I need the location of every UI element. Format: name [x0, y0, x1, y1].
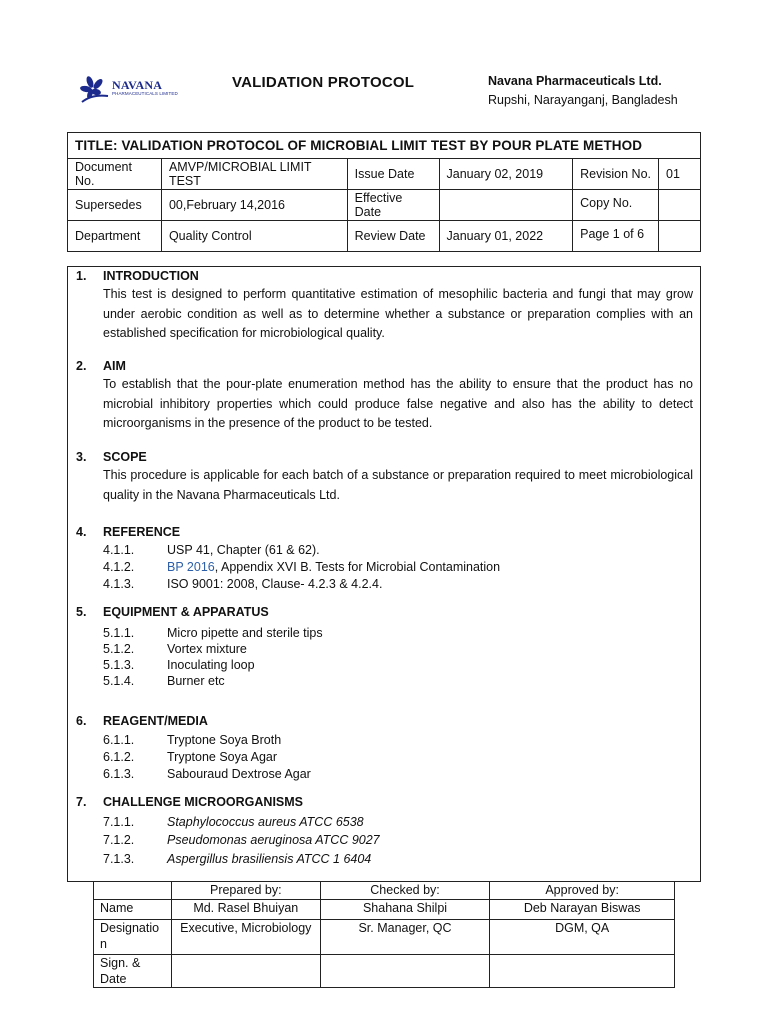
effective-date-value [439, 190, 573, 221]
section-heading-introduction: INTRODUCTION [103, 269, 199, 283]
item-text: Micro pipette and sterile tips [167, 626, 323, 640]
section-heading-equipment: EQUIPMENT & APPARATUS [103, 605, 269, 619]
approved-designation: DGM, QA [490, 920, 675, 955]
review-date-label: Review Date [347, 221, 439, 252]
copy-no-value [659, 190, 701, 221]
section-number: 1. [76, 269, 87, 283]
prepared-designation: Executive, Microbiology [171, 920, 320, 955]
item-number: 4.1.2. [103, 560, 135, 574]
item-number: 7.1.2. [103, 833, 135, 847]
item-number: 4.1.1. [103, 543, 135, 557]
protocol-content [67, 266, 701, 882]
page-number: Page 1 of 6 [573, 221, 659, 252]
signoff-corner [94, 882, 172, 900]
company-name: Navana Pharmaceuticals Ltd. [488, 74, 662, 88]
item-text: Tryptone Soya Broth [167, 733, 282, 747]
list-item [103, 749, 277, 766]
revision-no-value: 01 [659, 159, 701, 190]
section-number: 6. [76, 714, 87, 728]
issue-date-value: January 02, 2019 [439, 159, 573, 190]
copy-no-label: Copy No. [573, 190, 659, 221]
item-number: 6.1.2. [103, 750, 135, 764]
prepared-by-label: Prepared by: [171, 882, 320, 900]
checked-designation: Sr. Manager, QC [320, 920, 490, 955]
item-text: Staphylococcus aureus ATCC 6538 [167, 815, 364, 829]
list-item [103, 673, 225, 690]
list-item [103, 625, 323, 642]
item-number: 5.1.2. [103, 642, 135, 656]
list-item [103, 732, 281, 749]
section-text-scope: This procedure is applicable for each batch of a substance or preparation required to meet microbiological quality in the Navana Pharmaceuticals Ltd. [103, 468, 693, 502]
list-item [103, 559, 500, 576]
item-number: 6.1.3. [103, 767, 135, 781]
section-heading-reference: REFERENCE [103, 525, 181, 539]
approved-sign-cell[interactable] [490, 955, 675, 988]
prepared-name: Md. Rasel Bhuiyan [171, 900, 320, 920]
department-value: Quality Control [161, 221, 347, 252]
list-item [103, 766, 311, 783]
item-text: Burner etc [167, 674, 225, 688]
document-heading: VALIDATION PROTOCOL [232, 74, 415, 91]
name-label: Name [94, 900, 172, 920]
effective-date-label: Effective Date [347, 190, 439, 221]
item-number: 5.1.1. [103, 626, 135, 640]
list-item [103, 641, 247, 658]
item-text: USP 41, Chapter (61 & 62). [167, 543, 320, 557]
page-number-blank [659, 221, 701, 252]
flower-icon [78, 74, 112, 104]
company-address: Rupshi, Narayanganj, Bangladesh [488, 93, 678, 107]
item-number: 4.1.3. [103, 577, 135, 591]
section-heading-aim: AIM [103, 359, 126, 373]
issue-date-label: Issue Date [347, 159, 439, 190]
checked-sign-cell[interactable] [320, 955, 490, 988]
document-no-label: Document No. [68, 159, 162, 190]
item-number: 6.1.1. [103, 733, 135, 747]
list-item [103, 657, 255, 674]
item-text: Sabouraud Dextrose Agar [167, 767, 311, 781]
signoff-table [93, 881, 675, 988]
list-item [103, 576, 382, 593]
item-text: Vortex mixture [167, 642, 247, 656]
company-block [488, 72, 678, 110]
company-logo [78, 74, 178, 108]
section-number: 5. [76, 605, 87, 619]
section-heading-reagent: REAGENT/MEDIA [103, 714, 208, 728]
approved-by-label: Approved by: [490, 882, 675, 900]
review-date-value: January 01, 2022 [439, 221, 573, 252]
item-text: ISO 9001: 2008, Clause- 4.2.3 & 4.2.4. [167, 577, 383, 591]
list-item [103, 851, 371, 868]
item-number: 5.1.4. [103, 674, 135, 688]
item-text: Pseudomonas aeruginosa ATCC 9027 [167, 833, 380, 847]
checked-by-label: Checked by: [320, 882, 490, 900]
list-item [103, 832, 380, 849]
section-text-aim: To establish that the pour-plate enumeration method has the ability to ensure that the product has no microbial inhibitory properties which could produce false negative and also has the ability to detect microorganisms in the presence of the product to be tested. [103, 377, 693, 430]
department-label: Department [68, 221, 162, 252]
list-item [103, 814, 364, 831]
designation-label: Designation [94, 920, 172, 955]
supersedes-value: 00,February 14,2016 [161, 190, 347, 221]
item-text: Aspergillus brasiliensis ATCC 1 6404 [167, 852, 372, 866]
list-item [103, 542, 320, 559]
logo-text: NAVANA [112, 78, 163, 92]
approved-name: Deb Narayan Biswas [490, 900, 675, 920]
sign-date-label: Sign. & Date [94, 955, 172, 988]
item-text: , Appendix XVI B. Tests for Microbial Contamination [214, 560, 501, 574]
prepared-sign-cell[interactable] [171, 955, 320, 988]
revision-no-label: Revision No. [573, 159, 659, 190]
document-meta-table [67, 132, 701, 252]
document-title: TITLE: VALIDATION PROTOCOL OF MICROBIAL LIMIT TEST BY POUR PLATE METHOD [68, 133, 701, 159]
item-number: 5.1.3. [103, 658, 135, 672]
section-heading-microorganisms: CHALLENGE MICROORGANISMS [103, 795, 303, 809]
item-number: 7.1.3. [103, 852, 135, 866]
item-text: Inoculating loop [167, 658, 255, 672]
document-no-value: AMVP/MICROBIAL LIMIT TEST [161, 159, 347, 190]
section-heading-scope: SCOPE [103, 450, 147, 464]
bp-reference-link[interactable]: BP 2016 [167, 560, 215, 574]
section-text-introduction: This test is designed to perform quantitative estimation of mesophilic bacteria and fungi that may grow under aerobic condition as well as to determine whether a substance or preparation complies with an established specification for microbiological quality. [103, 287, 693, 340]
checked-name: Shahana Shilpi [320, 900, 490, 920]
supersedes-label: Supersedes [68, 190, 162, 221]
section-number: 2. [76, 359, 87, 373]
item-number: 7.1.1. [103, 815, 135, 829]
section-number: 4. [76, 525, 87, 539]
logo-subtext: PHARMACEUTICALS LIMITED [112, 91, 178, 96]
section-number: 7. [76, 795, 87, 809]
section-number: 3. [76, 450, 87, 464]
item-text: Tryptone Soya Agar [167, 750, 278, 764]
